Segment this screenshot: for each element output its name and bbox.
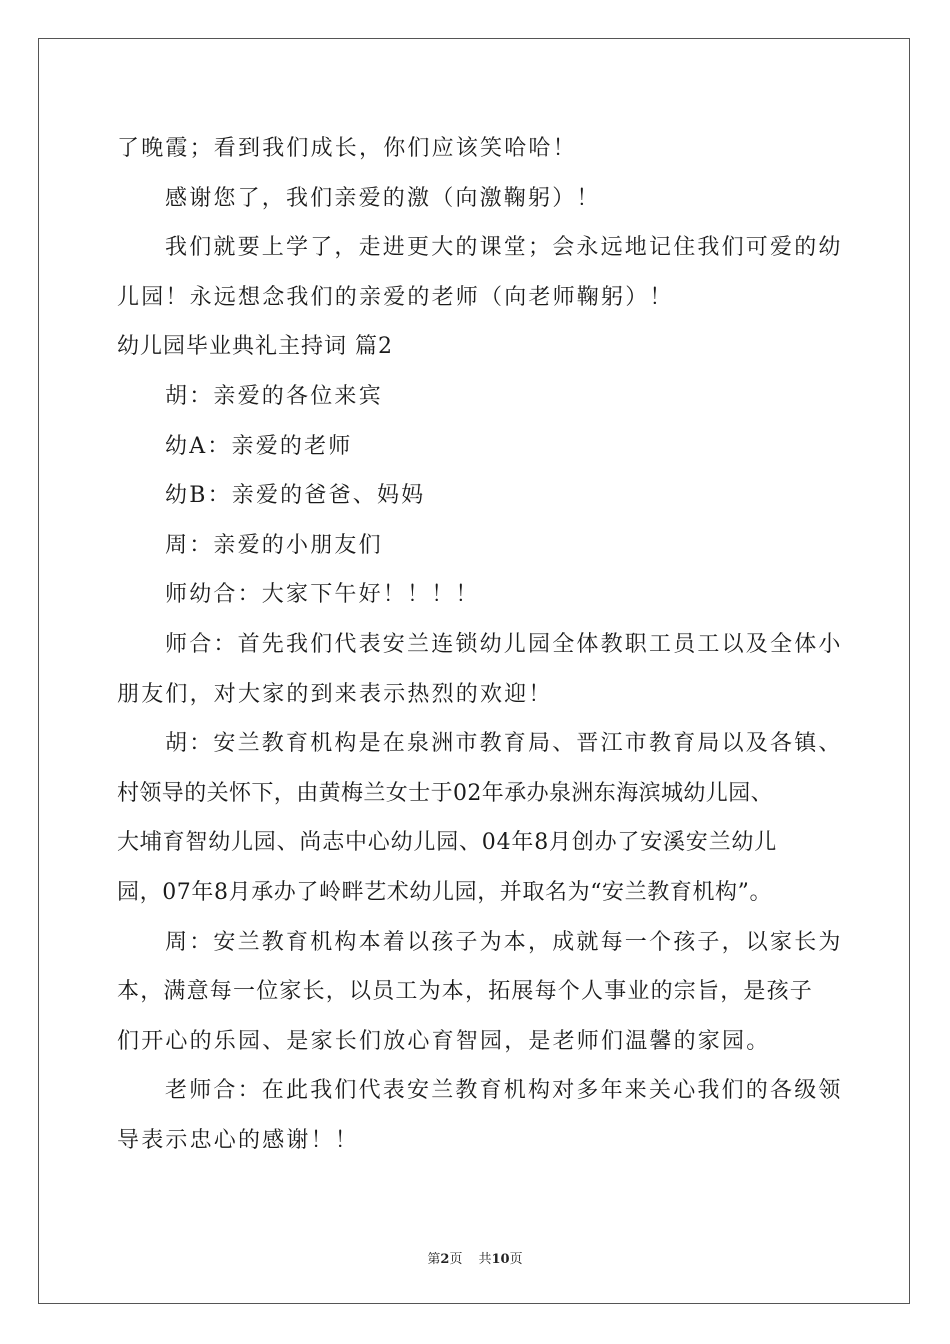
body-line: 师幼合：大家下午好！！！！ xyxy=(165,582,480,608)
body-line: 村领导的关怀下，由黄梅兰女士于02年承办泉洲东海滨城幼儿园、 xyxy=(117,780,773,806)
page-number: 2 xyxy=(440,1252,450,1267)
body-line: 感谢您了，我们亲爱的激（向激鞠躬）！ xyxy=(165,185,601,211)
body-line: 导表示忠心的感谢！！ xyxy=(117,1127,360,1153)
page-footer xyxy=(0,1248,950,1267)
total-pages: 10 xyxy=(491,1252,510,1267)
section-heading: 幼儿园毕业典礼主持词 篇2 xyxy=(117,334,393,360)
body-line: 我们就要上学了，走进更大的课堂；会永远地记住我们可爱的幼 xyxy=(165,235,843,261)
body-line: 本，满意每一位家长，以员工为本，拓展每个人事业的宗旨，是孩子 xyxy=(117,979,814,1005)
page-suffix: 页 xyxy=(449,1252,463,1267)
body-line: 师合：首先我们代表安兰连锁幼儿园全体教职工员工以及全体小 xyxy=(165,631,843,657)
total-prefix: 共 xyxy=(478,1252,492,1267)
body-line: 朋友们，对大家的到来表示热烈的欢迎！ xyxy=(117,681,553,707)
document-body xyxy=(117,124,843,1165)
body-line: 们开心的乐园、是家长们放心育智园，是老师们温馨的家园。 xyxy=(117,1028,771,1054)
body-line: 儿园！永远想念我们的亲爱的老师（向老师鞠躬）！ xyxy=(117,284,674,310)
body-line: 幼B：亲爱的爸爸、妈妈 xyxy=(165,483,426,509)
body-line: 了晚霞；看到我们成长，你们应该笑哈哈！ xyxy=(117,136,577,161)
body-line: 周：亲爱的小朋友们 xyxy=(165,532,383,558)
body-line: 周：安兰教育机构本着以孩子为本，成就每一个孩子，以家长为 xyxy=(165,929,843,955)
body-line: 胡：亲爱的各位来宾 xyxy=(165,383,383,409)
page-prefix: 第 xyxy=(427,1252,441,1267)
body-line: 幼A：亲爱的老师 xyxy=(165,433,353,459)
total-suffix: 页 xyxy=(509,1252,523,1267)
body-line: 老师合：在此我们代表安兰教育机构对多年来关心我们的各级领 xyxy=(165,1078,843,1104)
body-line: 大埔育智幼儿园、尚志中心幼儿园、04年8月创办了安溪安兰幼儿 xyxy=(117,830,777,856)
body-line: 园，07年8月承办了岭畔艺术幼儿园，并取名为“安兰教育机构”。 xyxy=(117,879,773,905)
body-line: 胡：安兰教育机构是在泉洲市教育局、晋江市教育局以及各镇、 xyxy=(165,731,843,757)
